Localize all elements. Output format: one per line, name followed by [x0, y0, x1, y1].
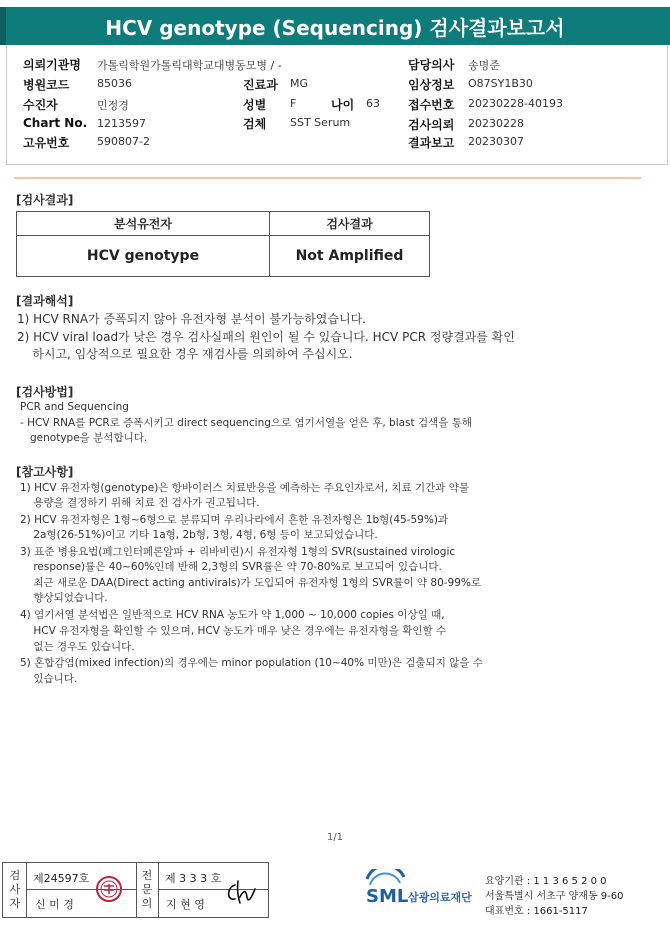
tester-seal-icon [95, 875, 123, 903]
reference-line: 3) 표준 병용요법(페그인터페론알파 + 리바비린)시 유전자형 1형의 SVR(sustained virologic [20, 546, 456, 558]
reference-line: 최근 새로운 DAA(Direct acting antivirals)가 도입되어 유전자형 1형의 SVR률이 약 80-99%로 [20, 577, 482, 589]
info-label-request-date: 검사의뢰 [408, 118, 455, 132]
signature-divider [158, 863, 159, 917]
lab-phone: 대표번호 : 1661-5117 [485, 906, 588, 917]
specialist-signature-icon [223, 877, 263, 907]
result-header-result: 검사결과 [270, 212, 430, 236]
specialist-name: 지 현 영 [166, 898, 205, 911]
reference-line: 향상되었습니다. [20, 592, 108, 604]
signature-divider [136, 863, 137, 917]
info-value-sex: F [290, 97, 297, 110]
result-header-gene: 분석유전자 [17, 212, 270, 236]
reference-line: response)률은 40~60%인데 반해 2,3형의 SVR률은 약 70-80%로 보고되어 있습니다. [20, 561, 442, 573]
info-label-patient: 수진자 [23, 98, 58, 112]
specialist-label [140, 869, 154, 911]
tester-label-char: 사 [9, 883, 21, 896]
sml-logo-icon [364, 869, 479, 915]
result-heading: [검사결과] [16, 193, 74, 207]
reference-line: 있습니다. [20, 673, 78, 685]
lab-code: 요양기관 : 1 1 3 6 5 2 0 0 [485, 876, 607, 887]
result-table-header-row [17, 212, 430, 236]
method-line: - HCV RNA를 PCR로 증폭시키고 direct sequencing으로 염기서열을 얻은 후, blast 검색을 통해 [20, 417, 473, 429]
interpretation-heading: [결과해석] [16, 294, 74, 308]
reference-line: 2a형(26-51%)이고 기타 1a형, 2b형, 3형, 4형, 6형 등이 보고되었습니다. [20, 529, 378, 541]
info-value-report-date: 20230307 [468, 135, 524, 148]
info-value-unique-no: 590807-2 [97, 135, 150, 148]
info-value-doctor: 송명준 [468, 59, 500, 72]
reference-line: 5) 혼합감염(mixed infection)의 경우에는 minor population (10~40% 미만)은 검출되지 않을 수 [20, 657, 483, 669]
info-value-patient: 민정경 [97, 99, 129, 112]
interpretation-line: 하시고, 임상적으로 필요한 경우 재검사를 의뢰하여 주십시오. [17, 347, 353, 361]
signature-box [2, 862, 269, 918]
title-bar-edge [0, 7, 6, 45]
reference-line: 4) 염기서열 분석법은 일반적으로 HCV RNA 농도가 약 1,000 ~ 10,000 copies 이상일 때, [20, 609, 445, 621]
info-value-accession-no: 20230228-40193 [468, 97, 563, 110]
info-label-sex: 성별 [243, 98, 267, 112]
sml-logo-text: SML [366, 886, 409, 907]
info-label-institution: 의뢰기관명 [23, 58, 81, 72]
method-heading: [검사방법] [16, 385, 74, 399]
info-label-department: 진료과 [243, 78, 278, 92]
specialist-label-char: 전 [141, 869, 153, 882]
info-label-accession-no: 접수번호 [408, 98, 455, 112]
reference-heading: [참고사항] [16, 465, 74, 479]
info-value-age: 63 [366, 97, 380, 110]
report-title: HCV genotype (Sequencing) 검사결과보고서 [105, 15, 565, 40]
specialist-label-char: 의 [141, 897, 153, 910]
reference-line: 없는 경우도 있습니다. [20, 641, 135, 653]
result-table-row [17, 236, 430, 277]
info-label-chart-no: Chart No. [23, 116, 88, 130]
signature-divider [26, 863, 27, 917]
info-value-specimen: SST Serum [290, 116, 351, 129]
info-label-hospital-code: 병원코드 [23, 78, 70, 92]
lab-address: 서울특별시 서초구 양재동 9-60 [485, 891, 624, 902]
reference-line: 용량을 결정하기 위해 치료 전 검사가 권고됩니다. [20, 497, 260, 509]
result-gene: HCV genotype [17, 236, 270, 277]
section-divider [14, 177, 641, 179]
lab-name: 삼광의료재단 [408, 891, 472, 904]
interpretation-line: 1) HCV RNA가 증폭되지 않아 유전자형 분석이 불가능하였습니다. [17, 312, 366, 326]
info-value-hospital-code: 85036 [97, 77, 132, 90]
tester-label-char: 자 [9, 897, 21, 910]
report-title-bar [0, 7, 670, 45]
info-label-report-date: 결과보고 [408, 136, 455, 150]
interpretation-line: 2) HCV viral load가 낮은 경우 검사실패의 원인이 될 수 있습니다. HCV PCR 정량결과를 확인 [17, 330, 515, 344]
tester-name: 신 미 경 [35, 898, 74, 911]
reference-line: HCV 유전자형을 확인할 수 있으며, HCV 농도가 매우 낮은 경우에는 유전자형을 확인할 수 [20, 625, 447, 637]
tester-label [8, 869, 22, 911]
info-label-age: 나이 [331, 98, 355, 112]
tester-license-no: 제24597호 [33, 872, 90, 885]
method-line: PCR and Sequencing [20, 401, 129, 413]
page-number: 1/1 [326, 832, 344, 843]
result-table [16, 211, 430, 277]
info-label-clinical-info: 임상정보 [408, 78, 455, 92]
reference-line: 1) HCV 유전자형(genotype)은 항바이러스 치료반응을 예측하는 주요인자로서, 치료 기간과 약물 [20, 482, 469, 494]
specialist-label-char: 문 [141, 883, 153, 896]
result-value: Not Amplified [270, 236, 430, 277]
info-label-specimen: 검체 [243, 117, 267, 131]
method-line: genotype을 분석합니다. [20, 432, 148, 444]
tester-label-char: 검 [9, 869, 21, 882]
info-value-institution: 가톨릭학원가톨릭대학교대병동모병 / - [97, 59, 282, 72]
info-value-chart-no: 1213597 [97, 117, 146, 130]
info-value-request-date: 20230228 [468, 117, 524, 130]
info-label-unique-no: 고유번호 [23, 136, 70, 150]
specialist-license-no: 제 3 3 3 호 [165, 872, 222, 885]
info-label-doctor: 담당의사 [408, 58, 455, 72]
info-value-clinical-info: O87SY1B30 [468, 77, 533, 90]
reference-line: 2) HCV 유전자형은 1형~6형으로 분류되며 우리나라에서 흔한 유전자형은 1b형(45-59%)과 [20, 514, 449, 526]
info-value-department: MG [290, 77, 309, 90]
